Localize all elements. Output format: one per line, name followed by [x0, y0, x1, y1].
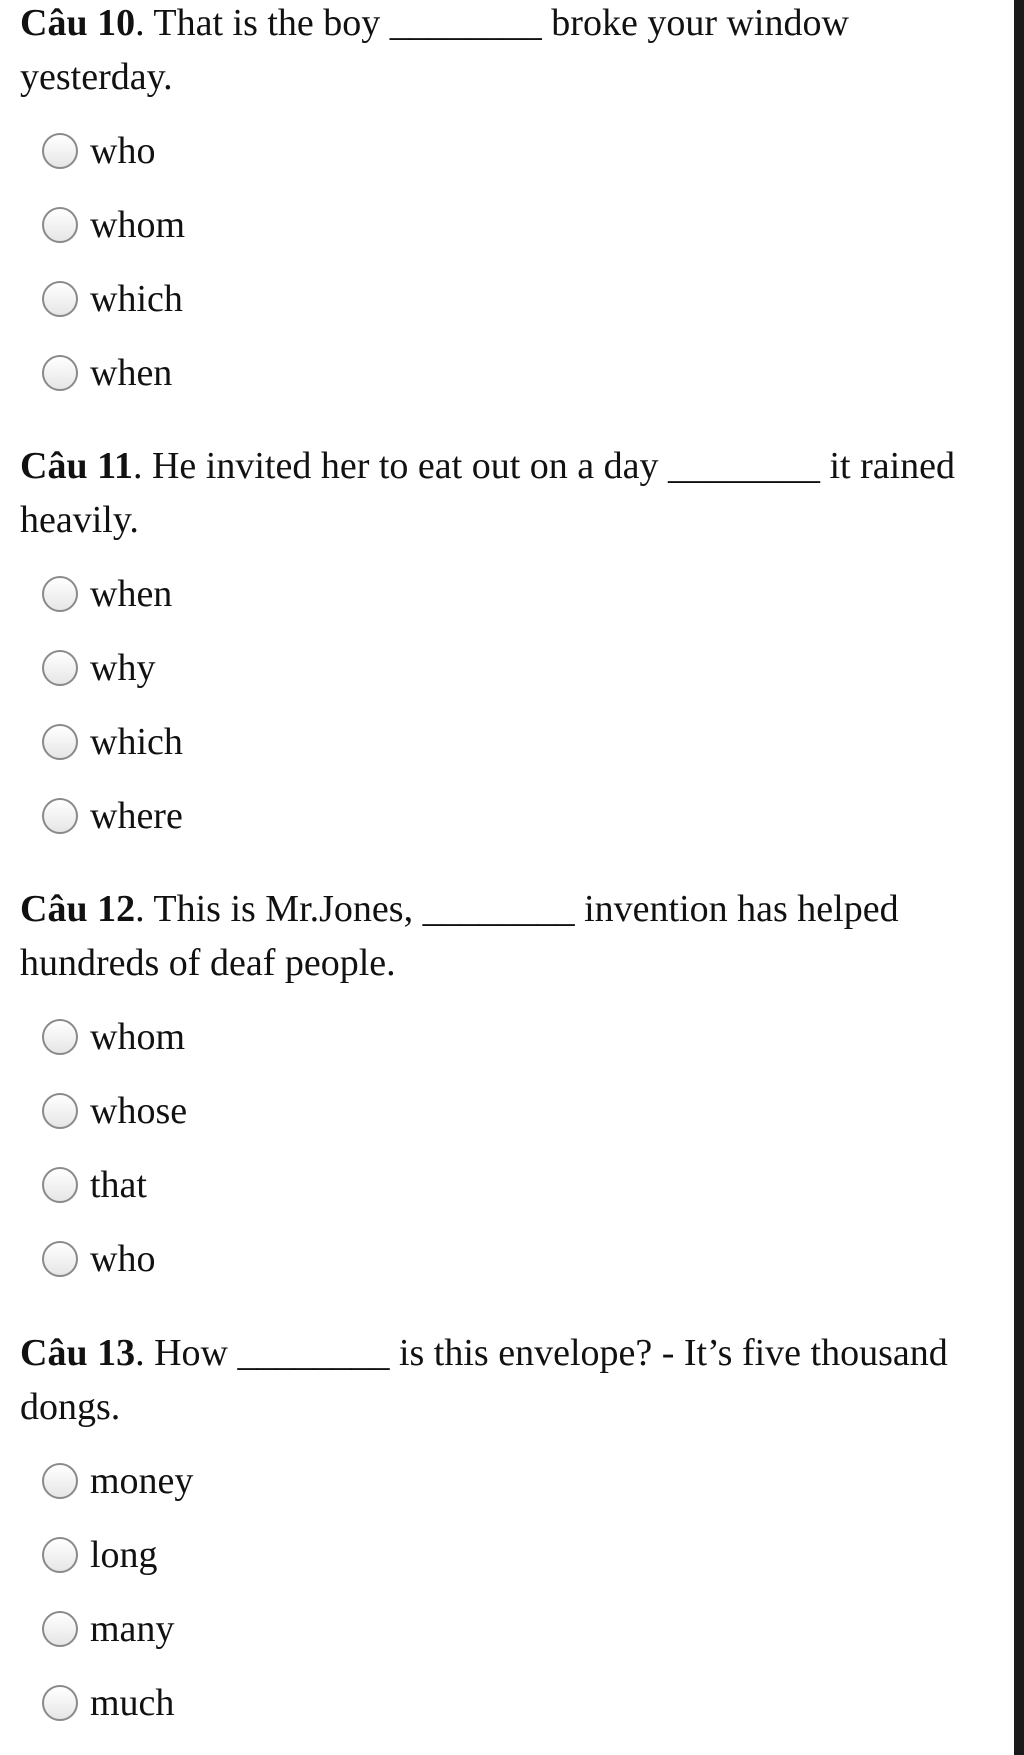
answer-options: [20, 557, 1005, 853]
option-money[interactable]: [20, 1444, 1005, 1518]
radio-button[interactable]: [42, 1537, 78, 1573]
option-whom[interactable]: [20, 188, 1005, 262]
option-label: many: [90, 1608, 175, 1650]
radio-button[interactable]: [42, 724, 78, 760]
option-why[interactable]: [20, 631, 1005, 705]
option-label: where: [90, 795, 183, 837]
question-13: [20, 1326, 1005, 1740]
option-whom[interactable]: [20, 1000, 1005, 1074]
question-body: . How ________ is this envelope? - It’s five thousand dongs.: [20, 1332, 948, 1428]
option-label: long: [90, 1534, 158, 1576]
question-text: [20, 0, 1005, 104]
option-whose[interactable]: [20, 1074, 1005, 1148]
question-body: . That is the boy ________ broke your window yesterday.: [20, 2, 849, 98]
answer-options: [20, 1444, 1005, 1740]
radio-button[interactable]: [42, 1463, 78, 1499]
radio-button[interactable]: [42, 1611, 78, 1647]
radio-button[interactable]: [42, 798, 78, 834]
radio-button[interactable]: [42, 650, 78, 686]
option-where[interactable]: [20, 779, 1005, 853]
question-body: . He invited her to eat out on a day ________ it rained heavily.: [20, 445, 956, 541]
option-which[interactable]: [20, 705, 1005, 779]
option-label: which: [90, 278, 183, 320]
option-when[interactable]: [20, 336, 1005, 410]
option-label: which: [90, 721, 183, 763]
option-label: whom: [90, 204, 185, 246]
option-many[interactable]: [20, 1592, 1005, 1666]
radio-button[interactable]: [42, 1167, 78, 1203]
option-label: who: [90, 1238, 156, 1280]
radio-button[interactable]: [42, 1685, 78, 1721]
question-text: [20, 1326, 1005, 1434]
answer-options: [20, 1000, 1005, 1296]
option-label: whose: [90, 1090, 188, 1132]
radio-button[interactable]: [42, 207, 78, 243]
question-text: [20, 439, 1005, 547]
answer-options: [20, 114, 1005, 410]
option-label: when: [90, 352, 173, 394]
option-who[interactable]: [20, 114, 1005, 188]
radio-button[interactable]: [42, 1093, 78, 1129]
option-which[interactable]: [20, 262, 1005, 336]
option-label: when: [90, 573, 173, 615]
question-text: [20, 882, 1005, 990]
radio-button[interactable]: [42, 355, 78, 391]
question-11: [20, 439, 1005, 853]
question-number: Câu 13: [20, 1332, 136, 1374]
option-label: whom: [90, 1016, 185, 1058]
scrollbar[interactable]: [1014, 0, 1024, 1755]
question-12: [20, 882, 1005, 1296]
option-that[interactable]: [20, 1148, 1005, 1222]
question-number: Câu 11: [20, 445, 133, 487]
question-10: [20, 0, 1005, 410]
question-body: . This is Mr.Jones, ________ invention has helped hundreds of deaf people.: [20, 888, 899, 984]
option-much[interactable]: [20, 1666, 1005, 1740]
option-label: that: [90, 1164, 147, 1206]
option-who[interactable]: [20, 1222, 1005, 1296]
option-label: why: [90, 647, 156, 689]
option-when[interactable]: [20, 557, 1005, 631]
radio-button[interactable]: [42, 1019, 78, 1055]
radio-button[interactable]: [42, 1241, 78, 1277]
option-label: money: [90, 1460, 194, 1502]
radio-button[interactable]: [42, 133, 78, 169]
option-long[interactable]: [20, 1518, 1005, 1592]
question-number: Câu 10: [20, 2, 136, 44]
question-number: Câu 12: [20, 888, 136, 930]
radio-button[interactable]: [42, 281, 78, 317]
radio-button[interactable]: [42, 576, 78, 612]
option-label: much: [90, 1682, 175, 1724]
option-label: who: [90, 130, 156, 172]
